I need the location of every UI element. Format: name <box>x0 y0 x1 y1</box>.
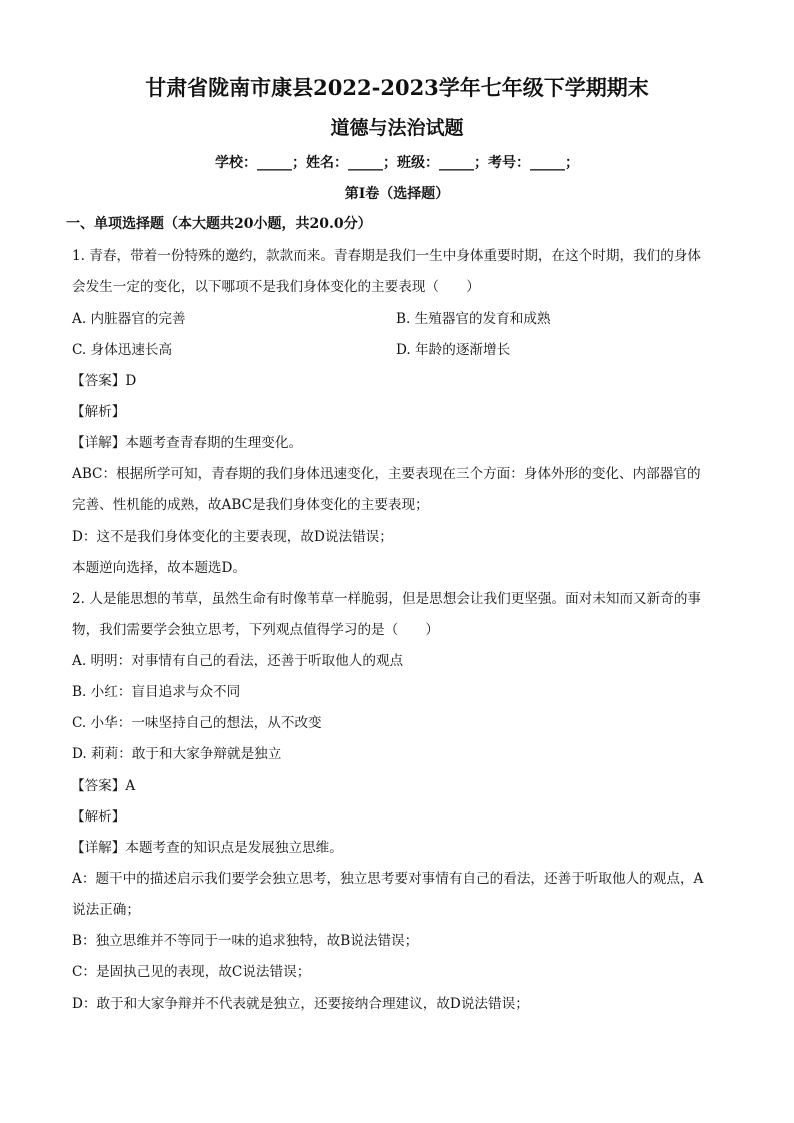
question-1-detail-line-1: 【详解】本题考查青春期的生理变化。 <box>71 435 303 451</box>
question-1-detail-line-2: ABC：根据所学可知，青春期的我们身体迅速变化，主要表现在三个方面：身体外形的变化、内部器官的 <box>72 466 701 482</box>
question-1-stem-line-1: 1. 青春，带着一份特殊的邀约，款款而来。青春期是我们一生中身体重要时期，在这个时期，我们的身体 <box>72 248 702 264</box>
question-2-detail-line-4: B：独立思维并不等同于一味的追求独特，故B说法错误； <box>72 933 419 949</box>
question-1-option-a: A. 内脏器官的完善 <box>72 311 186 327</box>
question-2-stem-line-2: 物，我们需要学会独立思考，下列观点值得学习的是（ ） <box>72 622 440 638</box>
question-2-detail-line-3: 说法正确； <box>72 902 140 918</box>
question-2-detail-line-1: 【详解】本题考查的知识点是发展独立思维。 <box>71 840 343 856</box>
student-info-line: 学校：_____；姓名：_____；班级：_____；考号：_____； <box>215 155 579 171</box>
question-2-option-a: A. 明明：对事情有自己的看法，还善于听取他人的观点 <box>72 653 404 669</box>
question-2-detail-line-5: C：是固执己见的表现，故C说法错误； <box>72 964 311 980</box>
question-2-option-c: C. 小华：一味坚持自己的想法，从不改变 <box>72 715 322 731</box>
question-1-option-d: D. 年龄的逐渐增长 <box>396 342 511 358</box>
volume-heading: 第Ⅰ卷（选择题） <box>344 186 450 202</box>
question-2-option-d: D. 莉莉：敢于和大家争辩就是独立 <box>72 746 282 762</box>
question-1-stem-line-2: 会发生一定的变化，以下哪项不是我们身体变化的主要表现（ ） <box>72 279 480 295</box>
question-1-answer: 【答案】D <box>71 373 137 389</box>
question-1-detail-line-3: 完善、性机能的成熟，故ABC是我们身体变化的主要表现； <box>72 497 429 513</box>
question-1-detail-line-5: 本题逆向选择，故本题选D。 <box>72 560 247 576</box>
question-2-answer: 【答案】A <box>71 778 136 794</box>
question-1-option-c: C. 身体迅速长高 <box>72 342 173 358</box>
question-2-detail-line-2: A：题干中的描述启示我们要学会独立思考，独立思考要对事情有自己的看法，还善于听取他人的观点，A <box>72 871 704 887</box>
question-2-analysis-label: 【解析】 <box>71 809 126 825</box>
question-2-option-b: B. 小红：盲目追求与众不同 <box>72 684 241 700</box>
question-1-option-b: B. 生殖器官的发育和成熟 <box>396 311 551 327</box>
document-title: 甘肃省陇南市康县2022-2023学年七年级下学期期末 <box>145 75 649 100</box>
question-2-stem-line-1: 2. 人是能思想的苇草，虽然生命有时像苇草一样脆弱，但是思想会让我们更坚强。面对未知而又新奇的事 <box>72 591 702 607</box>
section-heading: 一、单项选择题（本大题共20小题，共20.0分） <box>66 216 372 232</box>
question-1-analysis-label: 【解析】 <box>71 404 126 420</box>
document-subtitle: 道德与法治试题 <box>330 117 464 139</box>
question-2-detail-line-6: D：敢于和大家争辩并不代表就是独立，还要接纳合理建议，故D说法错误； <box>72 996 529 1012</box>
question-1-detail-line-4: D：这不是我们身体变化的主要表现，故D说法错误； <box>72 529 393 545</box>
